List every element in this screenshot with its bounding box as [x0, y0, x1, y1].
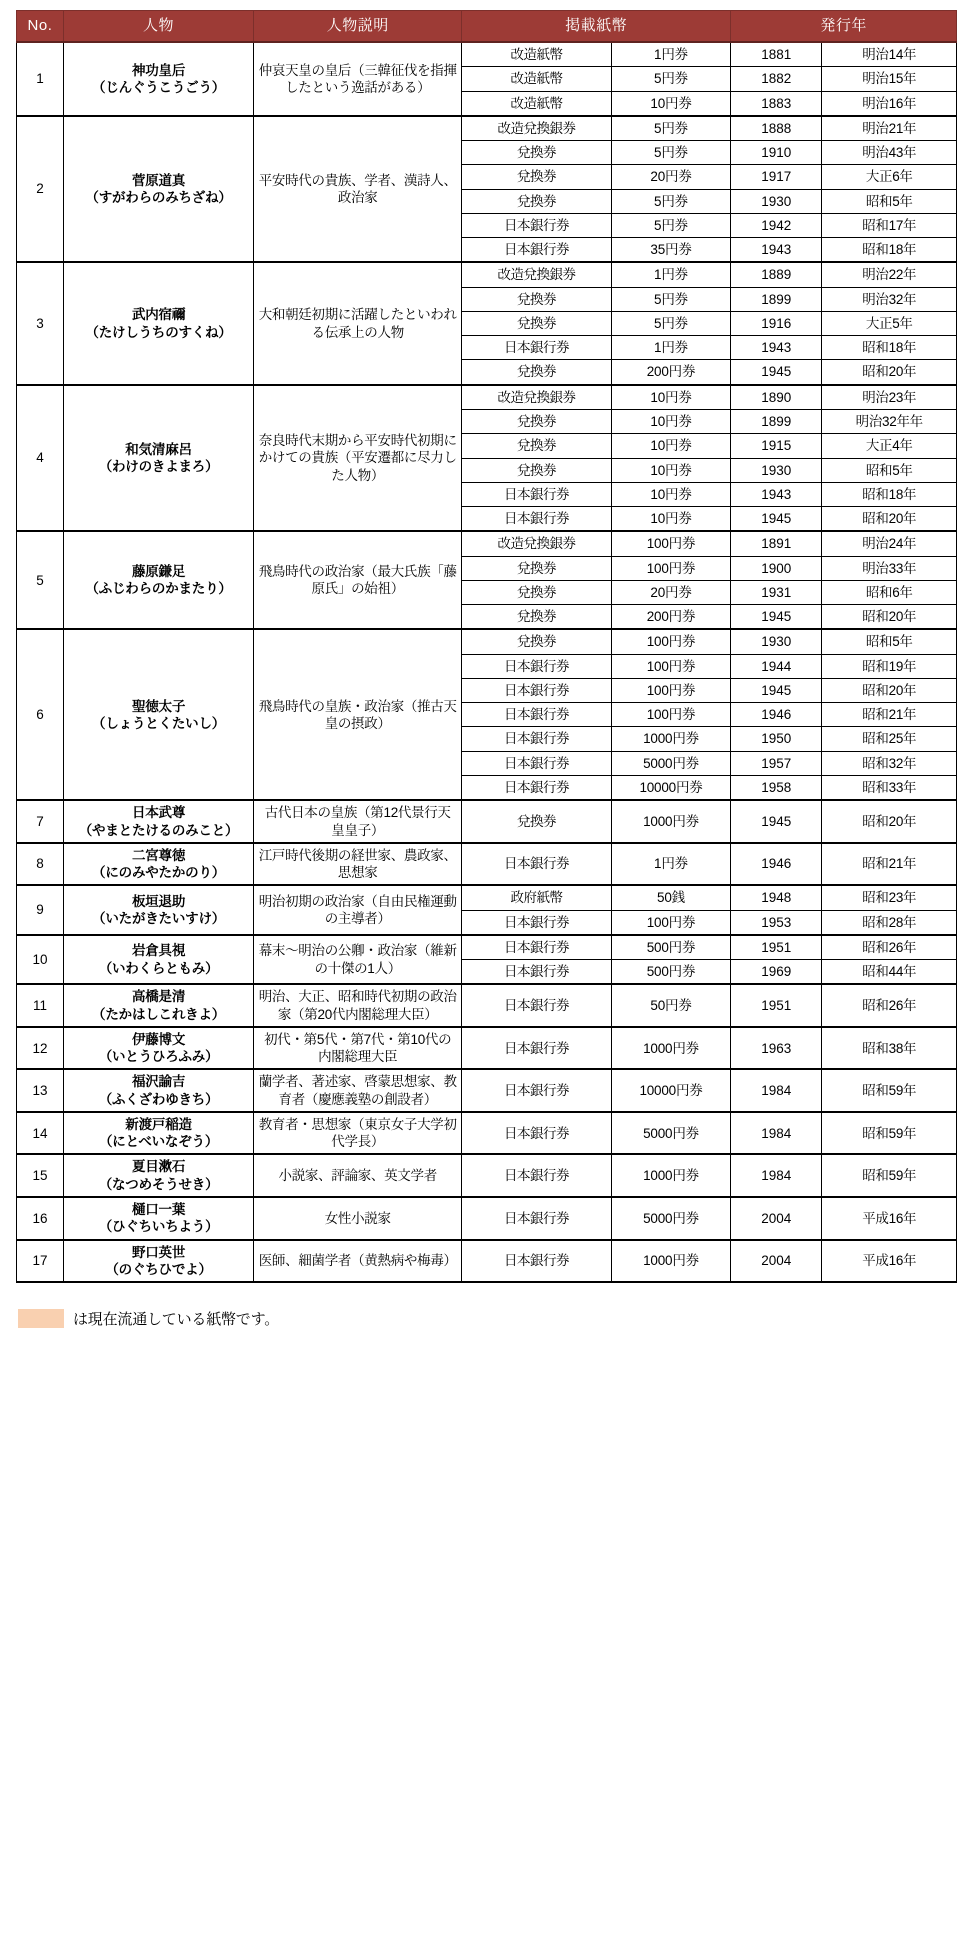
cell-denomination: 1000円券 [611, 1240, 730, 1283]
cell-year-western: 1951 [731, 935, 822, 960]
cell-note-type: 兌換券 [462, 165, 612, 189]
cell-no: 14 [17, 1112, 64, 1155]
cell-year-western: 1889 [731, 262, 822, 287]
cell-year-era: 明治15年 [822, 67, 957, 91]
cell-no: 5 [17, 531, 64, 629]
cell-no: 4 [17, 385, 64, 532]
cell-year-era: 昭和26年 [822, 984, 957, 1027]
cell-note-type: 兌換券 [462, 629, 612, 654]
cell-note-type: 日本銀行券 [462, 935, 612, 960]
column-header-issue-year: 発行年 [731, 11, 957, 43]
cell-description: 医師、細菌学者（黄熱病や梅毒） [254, 1240, 462, 1283]
cell-year-era: 明治23年 [822, 385, 957, 410]
cell-year-era: 昭和20年 [822, 678, 957, 702]
cell-no: 7 [17, 800, 64, 843]
table-header-row [17, 11, 957, 43]
cell-denomination: 20円券 [611, 580, 730, 604]
cell-note-type: 兌換券 [462, 360, 612, 385]
cell-person: 日本武尊 （やまとたけるのみこと） [63, 800, 253, 843]
cell-person: 神功皇后 （じんぐうこうごう） [63, 42, 253, 116]
cell-denomination: 10000円券 [611, 1069, 730, 1112]
cell-year-era: 明治33年 [822, 556, 957, 580]
cell-year-era: 昭和21年 [822, 843, 957, 886]
cell-description: 大和朝廷初期に活躍したといわれる伝承上の人物 [254, 262, 462, 384]
cell-denomination: 10円券 [611, 434, 730, 458]
table-row [17, 1154, 957, 1197]
cell-denomination: 1円券 [611, 843, 730, 886]
cell-person: 二宮尊徳 （にのみやたかのり） [63, 843, 253, 886]
cell-description: 仲哀天皇の皇后（三韓征伐を指揮したという逸話がある） [254, 42, 462, 116]
cell-denomination: 100円券 [611, 629, 730, 654]
table-row [17, 1112, 957, 1155]
cell-no: 17 [17, 1240, 64, 1283]
cell-year-western: 1916 [731, 311, 822, 335]
table-header [17, 11, 957, 43]
cell-year-era: 明治32年 [822, 287, 957, 311]
cell-year-era: 昭和17年 [822, 213, 957, 237]
cell-no: 15 [17, 1154, 64, 1197]
cell-note-type: 日本銀行券 [462, 910, 612, 935]
cell-denomination: 5000円券 [611, 751, 730, 775]
cell-description: 教育者・思想家（東京女子大学初代学長） [254, 1112, 462, 1155]
cell-denomination: 200円券 [611, 360, 730, 385]
cell-no: 11 [17, 984, 64, 1027]
cell-no: 2 [17, 116, 64, 263]
cell-person: 高橋是清 （たかはしこれきよ） [63, 984, 253, 1027]
cell-note-type: 日本銀行券 [462, 213, 612, 237]
cell-denomination: 1円券 [611, 336, 730, 360]
cell-note-type: 改造兌換銀券 [462, 262, 612, 287]
table-row [17, 935, 957, 960]
cell-denomination: 500円券 [611, 960, 730, 985]
cell-person: 聖徳太子 （しょうとくたいし） [63, 629, 253, 800]
cell-year-western: 1945 [731, 507, 822, 532]
cell-no: 12 [17, 1027, 64, 1070]
table-row [17, 629, 957, 654]
cell-denomination: 500円券 [611, 935, 730, 960]
cell-year-western: 1917 [731, 165, 822, 189]
cell-year-era: 明治43年 [822, 141, 957, 165]
cell-year-western: 1943 [731, 336, 822, 360]
cell-year-era: 平成16年 [822, 1240, 957, 1283]
cell-year-western: 1945 [731, 360, 822, 385]
currency-people-table-page [0, 10, 973, 1355]
cell-denomination: 100円券 [611, 556, 730, 580]
cell-note-type: 兌換券 [462, 311, 612, 335]
cell-note-type: 日本銀行券 [462, 1069, 612, 1112]
cell-year-western: 1958 [731, 775, 822, 800]
cell-year-western: 1881 [731, 42, 822, 67]
cell-denomination: 10円券 [611, 409, 730, 433]
cell-description: 明治、大正、昭和時代初期の政治家（第20代内閣総理大臣） [254, 984, 462, 1027]
cell-year-western: 1891 [731, 531, 822, 556]
cell-no: 9 [17, 885, 64, 935]
cell-denomination: 20円券 [611, 165, 730, 189]
cell-note-type: 改造兌換銀券 [462, 385, 612, 410]
cell-year-era: 明治21年 [822, 116, 957, 141]
cell-denomination: 5円券 [611, 141, 730, 165]
cell-year-western: 1899 [731, 409, 822, 433]
cell-description: 幕末〜明治の公卿・政治家（維新の十傑の1人） [254, 935, 462, 985]
cell-denomination: 200円券 [611, 605, 730, 630]
cell-denomination: 5円券 [611, 311, 730, 335]
cell-year-western: 1883 [731, 91, 822, 116]
legend [18, 1307, 973, 1329]
table-body [17, 42, 957, 1282]
cell-year-western: 2004 [731, 1197, 822, 1240]
cell-year-western: 1882 [731, 67, 822, 91]
cell-note-type: 兌換券 [462, 800, 612, 843]
cell-denomination: 10円券 [611, 482, 730, 506]
cell-year-western: 1946 [731, 703, 822, 727]
cell-note-type: 改造紙幣 [462, 67, 612, 91]
cell-year-western: 1984 [731, 1069, 822, 1112]
cell-no: 3 [17, 262, 64, 384]
cell-year-western: 1950 [731, 727, 822, 751]
cell-person: 武内宿禰 （たけしうちのすくね） [63, 262, 253, 384]
cell-note-type: 兌換券 [462, 458, 612, 482]
cell-year-era: 昭和5年 [822, 458, 957, 482]
cell-note-type: 日本銀行券 [462, 654, 612, 678]
cell-denomination: 5000円券 [611, 1197, 730, 1240]
cell-denomination: 5000円券 [611, 1112, 730, 1155]
cell-year-western: 1931 [731, 580, 822, 604]
cell-year-western: 1943 [731, 238, 822, 263]
cell-year-western: 1888 [731, 116, 822, 141]
cell-year-western: 1930 [731, 629, 822, 654]
cell-person: 伊藤博文 （いとうひろふみ） [63, 1027, 253, 1070]
cell-person: 菅原道真 （すがわらのみちざね） [63, 116, 253, 263]
cell-year-western: 1915 [731, 434, 822, 458]
cell-year-western: 1930 [731, 458, 822, 482]
cell-no: 10 [17, 935, 64, 985]
cell-year-western: 1984 [731, 1112, 822, 1155]
cell-note-type: 日本銀行券 [462, 843, 612, 886]
table-row [17, 1027, 957, 1070]
cell-year-era: 昭和18年 [822, 482, 957, 506]
cell-note-type: 兌換券 [462, 141, 612, 165]
cell-year-era: 昭和19年 [822, 654, 957, 678]
cell-note-type: 改造紙幣 [462, 42, 612, 67]
cell-note-type: 改造紙幣 [462, 91, 612, 116]
cell-note-type: 日本銀行券 [462, 507, 612, 532]
cell-year-western: 1963 [731, 1027, 822, 1070]
cell-note-type: 日本銀行券 [462, 775, 612, 800]
cell-denomination: 1000円券 [611, 1154, 730, 1197]
cell-denomination: 1000円券 [611, 1027, 730, 1070]
cell-note-type: 改造兌換銀券 [462, 116, 612, 141]
cell-denomination: 1000円券 [611, 727, 730, 751]
cell-description: 小説家、評論家、英文学者 [254, 1154, 462, 1197]
cell-note-type: 兌換券 [462, 580, 612, 604]
cell-year-era: 明治22年 [822, 262, 957, 287]
cell-year-era: 昭和44年 [822, 960, 957, 985]
cell-description: 平安時代の貴族、学者、漢詩人、政治家 [254, 116, 462, 263]
cell-description: 初代・第5代・第7代・第10代の内閣総理大臣 [254, 1027, 462, 1070]
cell-note-type: 日本銀行券 [462, 678, 612, 702]
cell-year-era: 昭和59年 [822, 1112, 957, 1155]
cell-year-era: 明治24年 [822, 531, 957, 556]
cell-year-era: 明治16年 [822, 91, 957, 116]
table-row [17, 1197, 957, 1240]
cell-denomination: 5円券 [611, 287, 730, 311]
cell-note-type: 兌換券 [462, 409, 612, 433]
cell-year-western: 1953 [731, 910, 822, 935]
cell-no: 1 [17, 42, 64, 116]
cell-year-western: 1910 [731, 141, 822, 165]
cell-person: 福沢諭吉 （ふくざわゆきち） [63, 1069, 253, 1112]
cell-denomination: 100円券 [611, 531, 730, 556]
cell-denomination: 10円券 [611, 458, 730, 482]
legend-text: は現在流通している紙幣です。 [73, 1310, 280, 1328]
cell-year-era: 昭和28年 [822, 910, 957, 935]
cell-year-western: 1900 [731, 556, 822, 580]
cell-note-type: 日本銀行券 [462, 1240, 612, 1283]
cell-person: 野口英世 （のぐちひでよ） [63, 1240, 253, 1283]
cell-year-western: 1930 [731, 189, 822, 213]
cell-note-type: 日本銀行券 [462, 238, 612, 263]
column-header-person: 人物 [63, 11, 253, 43]
cell-year-era: 昭和32年 [822, 751, 957, 775]
cell-no: 16 [17, 1197, 64, 1240]
cell-year-era: 大正4年 [822, 434, 957, 458]
cell-denomination: 5円券 [611, 189, 730, 213]
cell-denomination: 100円券 [611, 910, 730, 935]
cell-description: 飛鳥時代の皇族・政治家（推古天皇の摂政） [254, 629, 462, 800]
table-row [17, 42, 957, 67]
table-row [17, 800, 957, 843]
cell-year-western: 1899 [731, 287, 822, 311]
cell-denomination: 35円券 [611, 238, 730, 263]
cell-year-era: 昭和20年 [822, 800, 957, 843]
column-header-description: 人物説明 [254, 11, 462, 43]
cell-year-era: 明治32年年 [822, 409, 957, 433]
cell-year-era: 昭和59年 [822, 1154, 957, 1197]
cell-denomination: 5円券 [611, 67, 730, 91]
cell-denomination: 1円券 [611, 262, 730, 287]
cell-note-type: 日本銀行券 [462, 1112, 612, 1155]
cell-description: 古代日本の皇族（第12代景行天皇皇子） [254, 800, 462, 843]
cell-denomination: 10円券 [611, 385, 730, 410]
column-header-note: 掲載紙幣 [462, 11, 731, 43]
cell-note-type: 兌換券 [462, 189, 612, 213]
cell-note-type: 日本銀行券 [462, 751, 612, 775]
cell-person: 和気清麻呂 （わけのきよまろ） [63, 385, 253, 532]
table-row [17, 531, 957, 556]
table-row [17, 984, 957, 1027]
cell-year-era: 昭和20年 [822, 507, 957, 532]
cell-description: 江戸時代後期の経世家、農政家、思想家 [254, 843, 462, 886]
cell-year-western: 1945 [731, 605, 822, 630]
cell-note-type: 改造兌換銀券 [462, 531, 612, 556]
cell-note-type: 日本銀行券 [462, 984, 612, 1027]
cell-person: 板垣退助 （いたがきたいすけ） [63, 885, 253, 935]
cell-person: 藤原鎌足 （ふじわらのかまたり） [63, 531, 253, 629]
cell-note-type: 日本銀行券 [462, 960, 612, 985]
cell-year-era: 昭和18年 [822, 336, 957, 360]
cell-note-type: 日本銀行券 [462, 1154, 612, 1197]
table-row [17, 385, 957, 410]
cell-person: 新渡戸稲造 （にとべいなぞう） [63, 1112, 253, 1155]
cell-year-western: 1945 [731, 800, 822, 843]
cell-note-type: 日本銀行券 [462, 727, 612, 751]
cell-note-type: 兌換券 [462, 434, 612, 458]
cell-denomination: 10000円券 [611, 775, 730, 800]
table-row [17, 1069, 957, 1112]
cell-description: 明治初期の政治家（自由民権運動の主導者） [254, 885, 462, 935]
cell-denomination: 1000円券 [611, 800, 730, 843]
cell-year-era: 平成16年 [822, 1197, 957, 1240]
cell-year-era: 昭和21年 [822, 703, 957, 727]
cell-denomination: 5円券 [611, 116, 730, 141]
table-row [17, 843, 957, 886]
cell-note-type: 日本銀行券 [462, 1197, 612, 1240]
cell-year-era: 昭和38年 [822, 1027, 957, 1070]
cell-year-era: 昭和6年 [822, 580, 957, 604]
cell-year-era: 昭和5年 [822, 629, 957, 654]
cell-year-western: 1890 [731, 385, 822, 410]
cell-year-western: 1957 [731, 751, 822, 775]
cell-denomination: 100円券 [611, 654, 730, 678]
cell-note-type: 日本銀行券 [462, 482, 612, 506]
cell-year-era: 昭和23年 [822, 885, 957, 910]
cell-year-western: 1945 [731, 678, 822, 702]
cell-year-era: 昭和59年 [822, 1069, 957, 1112]
cell-year-western: 1942 [731, 213, 822, 237]
cell-year-era: 明治14年 [822, 42, 957, 67]
bottom-spacer [0, 1329, 973, 1355]
cell-description: 飛鳥時代の政治家（最大氏族「藤原氏」の始祖） [254, 531, 462, 629]
table-row [17, 885, 957, 910]
cell-denomination: 5円券 [611, 213, 730, 237]
currency-people-table [16, 10, 957, 1283]
cell-denomination: 100円券 [611, 703, 730, 727]
cell-denomination: 100円券 [611, 678, 730, 702]
cell-year-western: 1948 [731, 885, 822, 910]
cell-description: 奈良時代末期から平安時代初期にかけての貴族（平安遷都に尽力した人物） [254, 385, 462, 532]
cell-year-western: 1946 [731, 843, 822, 886]
cell-denomination: 1円券 [611, 42, 730, 67]
cell-year-western: 2004 [731, 1240, 822, 1283]
column-header-no: No. [17, 11, 64, 43]
cell-note-type: 兌換券 [462, 605, 612, 630]
cell-year-western: 1943 [731, 482, 822, 506]
cell-note-type: 政府紙幣 [462, 885, 612, 910]
table-row [17, 1240, 957, 1283]
cell-year-western: 1984 [731, 1154, 822, 1197]
cell-no: 6 [17, 629, 64, 800]
cell-person: 夏目漱石 （なつめそうせき） [63, 1154, 253, 1197]
cell-year-era: 昭和20年 [822, 360, 957, 385]
cell-year-western: 1944 [731, 654, 822, 678]
table-row [17, 262, 957, 287]
cell-year-era: 昭和20年 [822, 605, 957, 630]
cell-note-type: 日本銀行券 [462, 1027, 612, 1070]
cell-no: 8 [17, 843, 64, 886]
cell-year-western: 1951 [731, 984, 822, 1027]
cell-note-type: 兌換券 [462, 556, 612, 580]
cell-note-type: 兌換券 [462, 287, 612, 311]
cell-denomination: 50銭 [611, 885, 730, 910]
cell-year-era: 昭和5年 [822, 189, 957, 213]
cell-note-type: 日本銀行券 [462, 703, 612, 727]
cell-year-era: 昭和18年 [822, 238, 957, 263]
cell-no: 13 [17, 1069, 64, 1112]
cell-year-western: 1969 [731, 960, 822, 985]
cell-denomination: 50円券 [611, 984, 730, 1027]
cell-description: 蘭学者、著述家、啓蒙思想家、教育者（慶應義塾の創設者） [254, 1069, 462, 1112]
cell-description: 女性小説家 [254, 1197, 462, 1240]
cell-year-era: 大正5年 [822, 311, 957, 335]
cell-note-type: 日本銀行券 [462, 336, 612, 360]
table-row [17, 116, 957, 141]
cell-person: 樋口一葉 （ひぐちいちよう） [63, 1197, 253, 1240]
legend-color-swatch [18, 1309, 64, 1328]
cell-denomination: 10円券 [611, 507, 730, 532]
cell-year-era: 昭和33年 [822, 775, 957, 800]
cell-year-era: 昭和26年 [822, 935, 957, 960]
cell-year-era: 昭和25年 [822, 727, 957, 751]
cell-year-era: 大正6年 [822, 165, 957, 189]
cell-person: 岩倉具視 （いわくらともみ） [63, 935, 253, 985]
cell-denomination: 10円券 [611, 91, 730, 116]
